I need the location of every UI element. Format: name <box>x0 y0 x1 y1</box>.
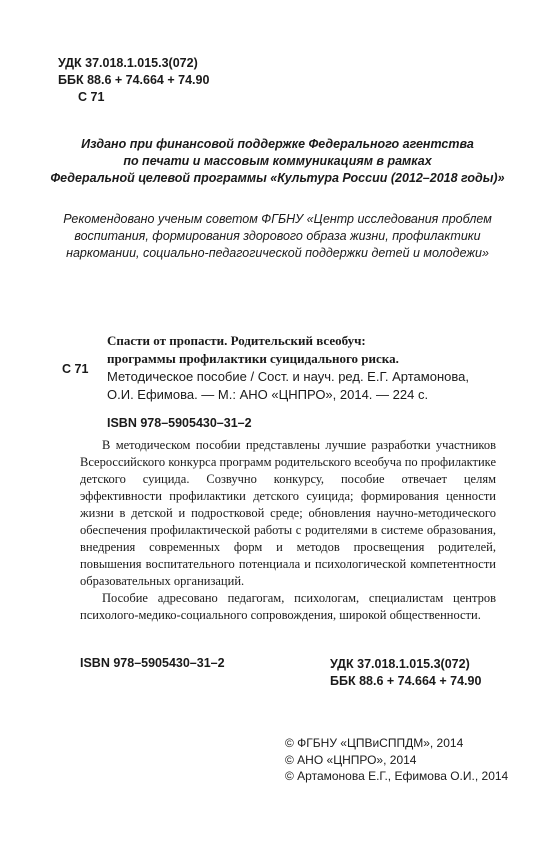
abstract-paragraph: В методическом пособии представлены лучшие разработки участников Всероссийского конкурса программ родительского всеобуча по профилактике детского суицида. Созвучно конкурсу, пособие отвечает целям эффективности профилактики детского суицида; формирования ценности жизни в детской и подростковой среде; обновления научно-методического обеспечения профилактической работы с родителями в системе образования, внедрения современных форм и методов просвещения родителей, повышения воспитательного потенциала и психологической компетентности образовательных организаций. <box>80 438 496 588</box>
abstract <box>80 437 496 624</box>
bbk-code: ББК 88.6 + 74.664 + 74.90 <box>330 674 482 688</box>
recommendation-line: воспитания, формирования здорового образа жизни, профилактики <box>74 229 481 243</box>
funding-line: Федеральной целевой программы «Культура России (2012–2018 годы)» <box>50 171 505 185</box>
biblio-author-sign: С 71 <box>62 362 89 376</box>
funding-note <box>40 136 515 187</box>
isbn-bottom: ISBN 978–5905430–31–2 <box>80 656 225 670</box>
recommendation-note <box>30 211 525 262</box>
udc-code: УДК 37.018.1.015.3(072) <box>58 56 198 70</box>
funding-line: по печати и массовым коммуникациям в рамках <box>123 154 432 168</box>
copyright-line: © АНО «ЦНПРО», 2014 <box>285 752 417 767</box>
classification-footer <box>330 656 481 690</box>
title-line: Спасти от пропасти. Родительский всеобуч: <box>107 333 366 348</box>
bbk-code: ББК 88.6 + 74.664 + 74.90 <box>58 73 210 87</box>
publication-line: Методическое пособие / Сост. и науч. ред. Е.Г. Артамонова, <box>107 369 469 384</box>
abstract-paragraph: Пособие адресовано педагогам, психологам, специалистам центров психолого-медико-социального сопровождения, широкой общественности. <box>80 591 496 622</box>
author-sign: С 71 <box>78 90 105 104</box>
copyright-block <box>285 735 508 785</box>
publication-line: О.И. Ефимова. — М.: АНО «ЦНПРО», 2014. — 224 с. <box>107 387 429 402</box>
recommendation-line: Рекомендовано ученым советом ФГБНУ «Центр исследования проблем <box>63 212 492 226</box>
recommendation-line: наркомании, социально-педагогической поддержки детей и молодежи» <box>66 246 489 260</box>
udc-code: УДК 37.018.1.015.3(072) <box>330 657 470 671</box>
publication-info <box>107 368 507 404</box>
copyright-line: © ФГБНУ «ЦПВиСППДМ», 2014 <box>285 736 464 750</box>
book-title <box>107 332 507 368</box>
title-line: программы профилактики суицидального риска. <box>107 351 399 366</box>
isbn-top: ISBN 978–5905430–31–2 <box>107 416 252 430</box>
classification-header <box>58 55 209 106</box>
funding-line: Издано при финансовой поддержке Федерального агентства <box>81 137 474 151</box>
copyright-line: © Артамонова Е.Г., Ефимова О.И., 2014 <box>285 769 509 783</box>
